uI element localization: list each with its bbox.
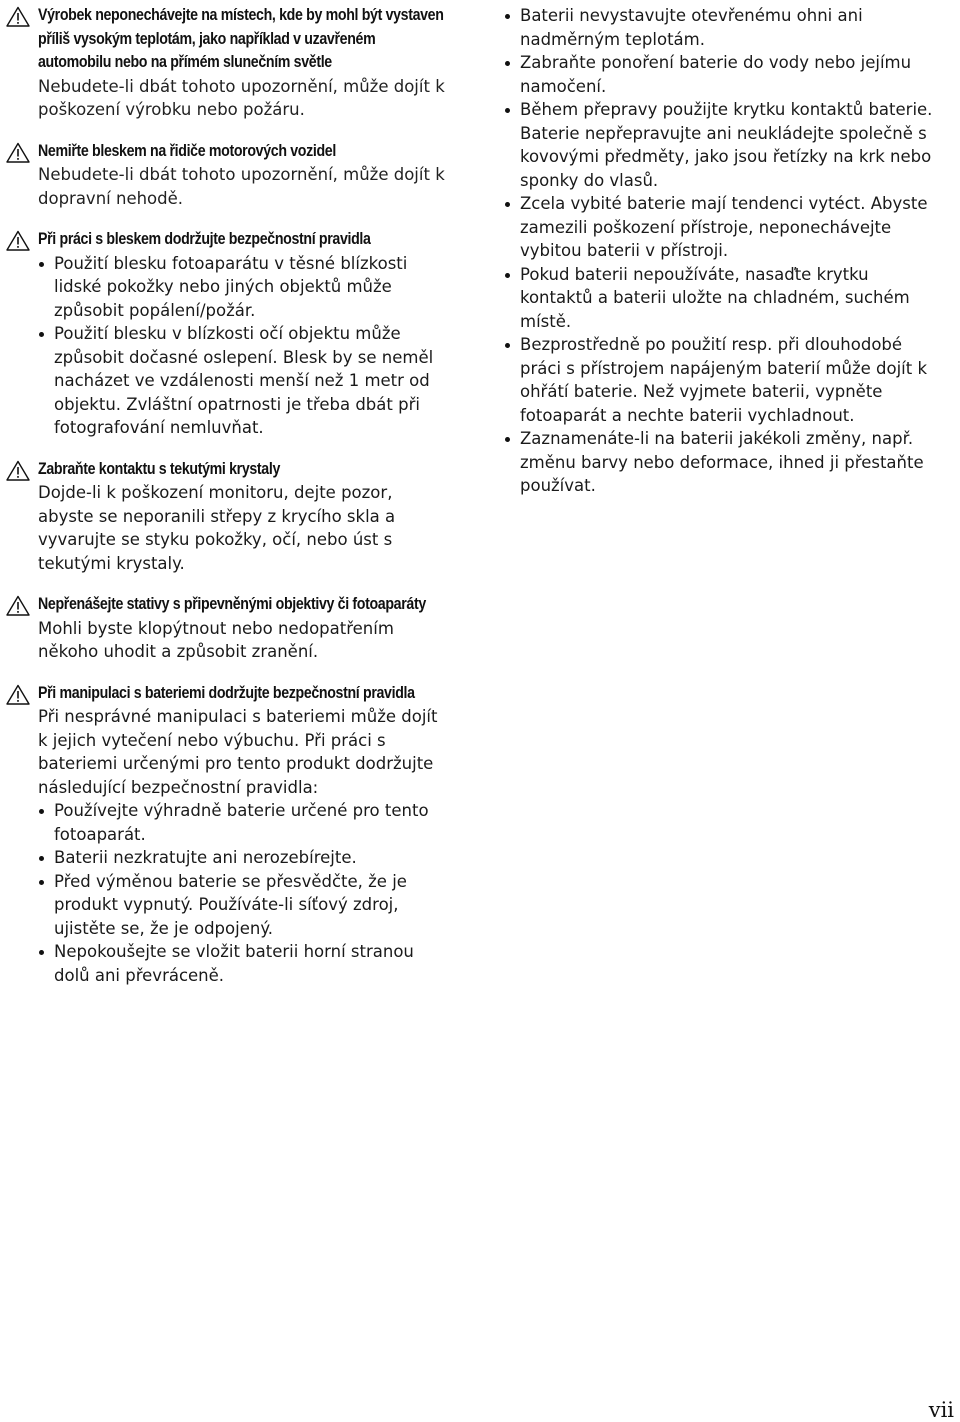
warning-section-liquid-crystals: [6, 458, 446, 576]
section-body: Nebudete-li dbát tohoto upozornění, může dojít k poškození výrobku nebo požáru.: [38, 76, 445, 119]
section-heading: Při manipulaci s bateriemi dodržujte bezpečnostní pravidla: [38, 683, 415, 702]
list-item: Bezprostředně po použití resp. při dlouhodobé práci s přístrojem napájeným baterií může dojít k ohřátí baterie. Než vyjmete baterii, vypněte fotoaparát a nechte baterii vychladnout.: [504, 333, 944, 427]
section-heading: Výrobek neponechávejte na místech, kde by mohl být vystaven příliš vysokým teplotám, jako například v uzavřeném automobilu nebo na přímém slunečním světle: [38, 6, 444, 71]
section-body: Dojde-li k poškození monitoru, dejte pozor, abyste se neporanili střepy z krycího skla a vyvarujte se styku pokožky, očí, nebo úst s tekutými krystaly.: [38, 483, 396, 573]
list-item: Použití blesku fotoaparátu v těsné blízkosti lidské pokožky nebo jiných objektů může způsobit popálení/požár.: [38, 252, 446, 323]
warning-section-heat: [6, 4, 446, 122]
list-item: Zaznamenáte-li na baterii jakékoli změny, např. změnu barvy nebo deformace, ihned ji přestaňte používat.: [504, 427, 944, 498]
list-item: Nepokoušejte se vložit baterii horní stranou dolů ani převráceně.: [38, 940, 446, 987]
list-item: Baterii nevystavujte otevřenému ohni ani nadměrným teplotám.: [504, 4, 944, 51]
warning-section-batteries: [6, 682, 446, 988]
section-body: Při nesprávné manipulaci s bateriemi může dojít k jejich vytečení nebo výbuchu. Při práci s bateriemi určenými pro tento produkt dodržujte následující bezpečnostní pravidla:: [38, 707, 438, 797]
list-item: Před výměnou baterie se přesvědčte, že je produkt vypnutý. Používáte-li síťový zdroj, ujistěte se, že je odpojený.: [38, 870, 446, 941]
warning-triangle-icon: [6, 595, 30, 616]
warning-triangle-icon: [6, 460, 30, 481]
warning-triangle-icon: [6, 142, 30, 163]
warning-triangle-icon: [6, 230, 30, 251]
warning-section-flash-safety: [6, 228, 446, 440]
list-item: Zabraňte ponoření baterie do vody nebo jejímu namočení.: [504, 51, 944, 98]
warning-section-flash-drivers: [6, 140, 446, 211]
bullet-list: [38, 252, 446, 440]
right-column: [504, 4, 944, 498]
warning-section-tripods: [6, 593, 446, 664]
left-column: [6, 4, 446, 1005]
list-item: Používejte výhradně baterie určené pro tento fotoaparát.: [38, 799, 446, 846]
section-heading: Zabraňte kontaktu s tekutými krystaly: [38, 459, 280, 478]
section-body: Nebudete-li dbát tohoto upozornění, může dojít k dopravní nehodě.: [38, 165, 445, 208]
battery-bullet-list: [504, 4, 944, 498]
list-item: Použití blesku v blízkosti očí objektu může způsobit dočasné oslepení. Blesk by se neměl nacházet ve vzdálenosti menší než 1 metr od objektu. Zvláštní opatrnosti je třeba dbát při fotografování nemluvňat.: [38, 322, 446, 440]
list-item: Během přepravy použijte krytku kontaktů baterie. Baterie nepřepravujte ani neukládejte společně s kovovými předměty, jako jsou řetízky na krk nebo sponky do vlasů.: [504, 98, 944, 192]
section-body: Mohli byste klopýtnout nebo nedopatřením někoho uhodit a způsobit zranění.: [38, 618, 394, 661]
list-item: Zcela vybité baterie mají tendenci vytéct. Abyste zamezili poškození přístroje, neponechávejte vybitou baterii v přístroji.: [504, 192, 944, 263]
warning-triangle-icon: [6, 6, 30, 27]
warning-triangle-icon: [6, 684, 30, 705]
section-heading: Nemiřte bleskem na řidiče motorových vozidel: [38, 141, 336, 160]
bullet-list: [38, 799, 446, 987]
list-item: Baterii nezkratujte ani nerozebírejte.: [38, 846, 446, 870]
section-heading: Nepřenášejte stativy s připevněnými objektivy či fotoaparáty: [38, 595, 426, 613]
list-item: Pokud baterii nepoužíváte, nasaďte krytku kontaktů a baterii uložte na chladném, suchém místě.: [504, 263, 944, 334]
page-number: vii: [928, 1398, 954, 1422]
section-heading: Při práci s bleskem dodržujte bezpečnostní pravidla: [38, 230, 371, 248]
